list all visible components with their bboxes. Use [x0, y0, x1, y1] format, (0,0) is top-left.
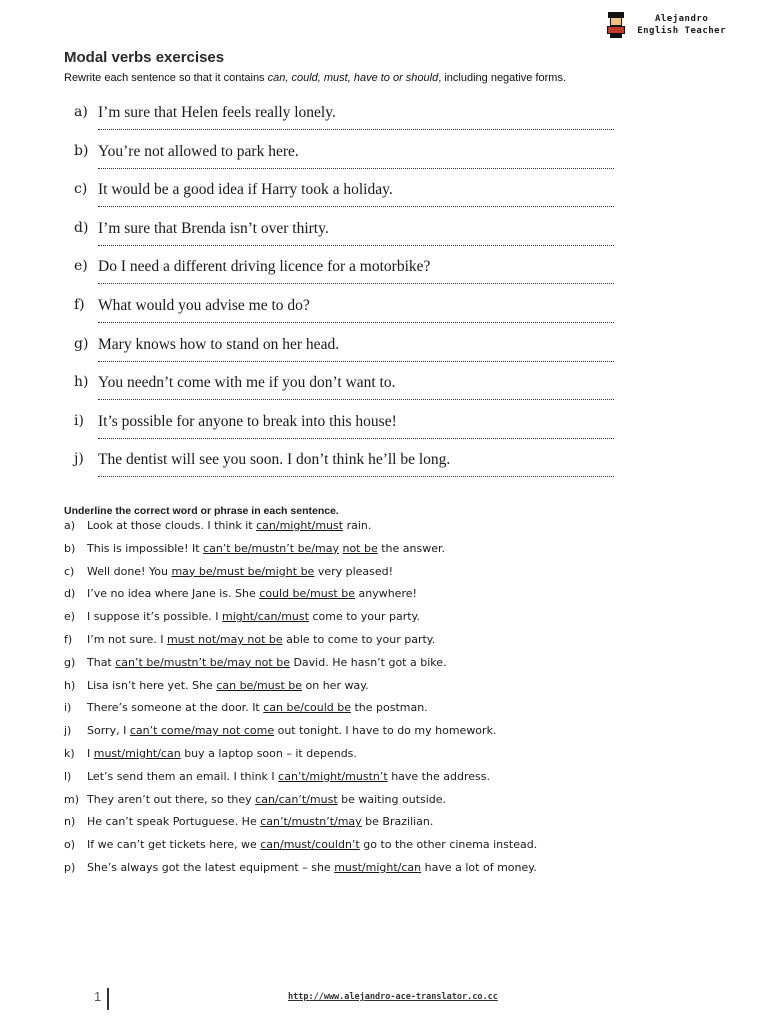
item-sentence: Lisa isn’t here yet. She can be/must be on her way. — [87, 678, 369, 692]
item-sentence: Let’s send them an email. I think I can’t/might/mustn’t have the address. — [87, 769, 490, 783]
footer-link[interactable]: http://www.alejandro-ace-translator.co.cc — [288, 992, 498, 1002]
item-letter: e) — [74, 258, 88, 275]
item-sentence: Sorry, I can’t come/may not come out tonight. I have to do my homework. — [87, 724, 497, 738]
list-item — [64, 679, 664, 702]
list-item — [74, 177, 614, 216]
item-letter: b) — [64, 541, 76, 555]
answer-line[interactable] — [98, 206, 614, 207]
answer-line[interactable] — [98, 399, 614, 400]
answer-options[interactable]: can/might/must — [256, 519, 344, 532]
list-item — [64, 770, 664, 793]
item-letter: b) — [74, 142, 89, 159]
list-item — [74, 409, 614, 448]
item-sentence: You needn’t come with me if you don’t want to. — [98, 374, 396, 392]
list-item — [64, 633, 664, 656]
item-sentence: They aren’t out there, so they can/can’t/must be waiting outside. — [87, 792, 447, 806]
list-item — [64, 724, 664, 747]
list-item — [64, 519, 664, 542]
list-item — [74, 332, 614, 371]
item-letter: i) — [74, 412, 84, 429]
item-sentence: It’s possible for anyone to break into this house! — [98, 412, 397, 430]
item-letter: p) — [64, 860, 76, 874]
brand-name: Alejandro — [654, 14, 709, 24]
answer-options[interactable]: might/can/must — [222, 610, 309, 624]
answer-options[interactable]: not be — [342, 541, 378, 555]
item-sentence: What would you advise me to do? — [98, 296, 310, 314]
item-letter: j) — [64, 724, 72, 738]
item-letter: l) — [64, 769, 72, 783]
item-sentence: This is impossible! It can’t be/mustn’t be/may not be the answer. — [87, 541, 446, 555]
item-letter: n) — [64, 815, 76, 829]
item-sentence: Do I need a different driving licence for a motorbike? — [98, 258, 431, 276]
list-item — [64, 747, 664, 770]
answer-line[interactable] — [98, 283, 614, 284]
item-letter: c) — [64, 564, 75, 578]
list-item — [64, 861, 664, 884]
item-letter: o) — [64, 838, 76, 852]
brand-text — [637, 13, 726, 37]
item-letter: k) — [64, 746, 75, 760]
list-item — [74, 139, 614, 178]
item-sentence: He can’t speak Portuguese. He can’t/mustn’t/may be Brazilian. — [87, 815, 434, 829]
rewrite-instruction: Rewrite each sentence so that it contains can, could, must, have to or should, including negative forms. — [64, 72, 567, 84]
answer-line[interactable] — [98, 361, 614, 362]
underline-instruction: Underline the correct word or phrase in each sentence. — [64, 505, 339, 517]
answer-options[interactable]: can’t be/mustn’t be/may — [203, 541, 339, 555]
page-number: 1 — [94, 988, 109, 1010]
answer-options[interactable]: must not/may not be — [166, 632, 283, 646]
list-item — [64, 565, 664, 588]
item-sentence: I’ve no idea where Jane is. She could be/must be anywhere! — [87, 587, 417, 601]
avatar — [605, 12, 627, 38]
rewrite-exercise-list — [74, 100, 614, 486]
item-letter: a) — [64, 519, 76, 532]
item-sentence: There’s someone at the door. It can be/could be the postman. — [87, 701, 428, 715]
list-item — [64, 815, 664, 838]
answer-options[interactable]: may be/must be/might be — [171, 564, 315, 578]
list-item — [74, 254, 614, 293]
item-sentence: She’s always got the latest equipment – she must/might/can have a lot of money. — [87, 860, 537, 874]
list-item — [74, 447, 614, 486]
page-title: Modal verbs exercises — [64, 49, 225, 66]
item-sentence: I must/might/can buy a laptop soon – it depends. — [87, 746, 357, 760]
item-letter: d) — [64, 587, 76, 601]
item-sentence: Well done! You may be/must be/might be very pleased! — [87, 564, 394, 578]
answer-options[interactable]: must/might/can — [93, 746, 181, 760]
answer-options[interactable]: can’t be/mustn’t be/may not be — [115, 655, 290, 669]
list-item — [64, 701, 664, 724]
item-letter: f) — [74, 296, 85, 313]
item-sentence: Mary knows how to stand on her head. — [98, 335, 340, 353]
answer-line[interactable] — [98, 322, 614, 323]
answer-options[interactable]: could be/must be — [259, 587, 355, 601]
answer-line[interactable] — [98, 245, 614, 246]
list-item — [74, 293, 614, 332]
brand-role: English Teacher — [637, 26, 726, 36]
item-sentence: That can’t be/mustn’t be/may not be David. He hasn’t got a bike. — [87, 655, 447, 669]
item-sentence: Look at those clouds. I think it can/might/must rain. — [87, 519, 372, 532]
header-brand — [605, 12, 726, 38]
list-item — [64, 793, 664, 816]
item-sentence: I suppose it’s possible. I might/can/must come to your party. — [87, 610, 420, 624]
list-item — [74, 100, 614, 139]
answer-options[interactable]: can’t come/may not come — [129, 724, 275, 738]
item-letter: g) — [64, 655, 76, 669]
item-letter: h) — [74, 374, 89, 391]
item-letter: h) — [64, 678, 76, 692]
underline-exercise-list — [64, 519, 664, 884]
item-letter: m) — [64, 792, 80, 806]
item-letter: f) — [64, 632, 73, 646]
item-letter: g) — [74, 335, 89, 352]
answer-line[interactable] — [98, 476, 614, 477]
list-item — [74, 216, 614, 255]
item-letter: i) — [64, 701, 72, 715]
item-letter: j) — [74, 451, 84, 468]
item-sentence: I’m not sure. I must not/may not be able to come to your party. — [87, 632, 436, 646]
list-item — [64, 656, 664, 679]
item-letter: d) — [74, 219, 89, 236]
answer-options[interactable]: must/might/can — [334, 860, 422, 874]
item-letter: e) — [64, 610, 76, 624]
list-item — [64, 587, 664, 610]
item-sentence: The dentist will see you soon. I don’t think he’ll be long. — [98, 451, 451, 469]
item-sentence: I’m sure that Brenda isn’t over thirty. — [98, 219, 329, 237]
item-letter: c) — [74, 181, 88, 198]
answer-options[interactable]: can/must/couldn’t — [260, 838, 360, 852]
answer-options[interactable]: can/can’t/must — [255, 792, 338, 806]
list-item — [64, 838, 664, 861]
list-item — [64, 542, 664, 565]
answer-options[interactable]: can’t/might/mustn’t — [278, 769, 388, 783]
answer-line[interactable] — [98, 129, 614, 130]
answer-options[interactable]: can be/must be — [216, 678, 303, 692]
answer-options[interactable]: can’t/mustn’t/may — [260, 815, 362, 829]
answer-line[interactable] — [98, 168, 614, 169]
item-sentence: If we can’t get tickets here, we can/must/couldn’t go to the other cinema instead. — [87, 838, 538, 852]
list-item — [74, 370, 614, 409]
answer-options[interactable]: can be/could be — [263, 701, 351, 715]
item-sentence: It would be a good idea if Harry took a holiday. — [98, 181, 393, 199]
item-sentence: You’re not allowed to park here. — [98, 142, 299, 160]
item-letter: a) — [74, 104, 88, 120]
list-item — [64, 610, 664, 633]
item-sentence: I’m sure that Helen feels really lonely. — [98, 104, 336, 121]
answer-line[interactable] — [98, 438, 614, 439]
